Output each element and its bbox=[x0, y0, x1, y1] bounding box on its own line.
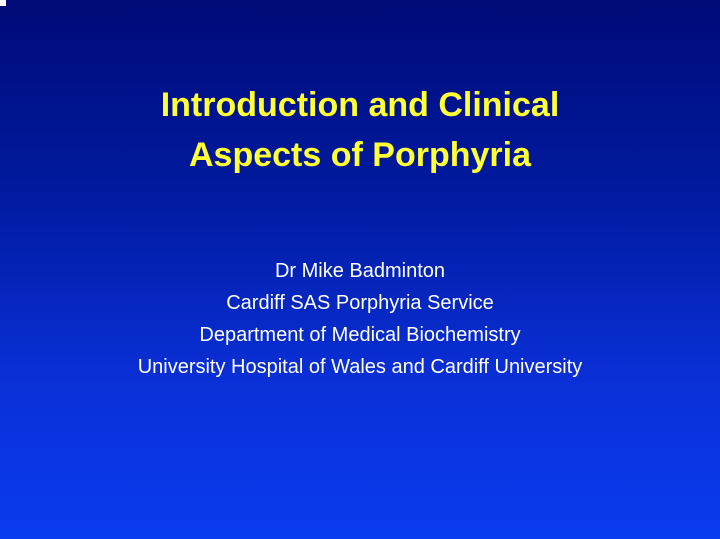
slide-title-line-1: Introduction and Clinical bbox=[160, 86, 560, 124]
department-name: Department of Medical Biochemistry bbox=[199, 324, 521, 346]
corner-marker bbox=[0, 0, 6, 6]
slide-title bbox=[0, 80, 720, 180]
service-name: Cardiff SAS Porphyria Service bbox=[226, 292, 494, 314]
presenter-name: Dr Mike Badminton bbox=[274, 260, 446, 282]
slide-title-line-2: Aspects of Porphyria bbox=[189, 136, 531, 174]
presenter-info bbox=[0, 255, 720, 383]
institution-name: University Hospital of Wales and Cardiff University bbox=[137, 356, 583, 378]
